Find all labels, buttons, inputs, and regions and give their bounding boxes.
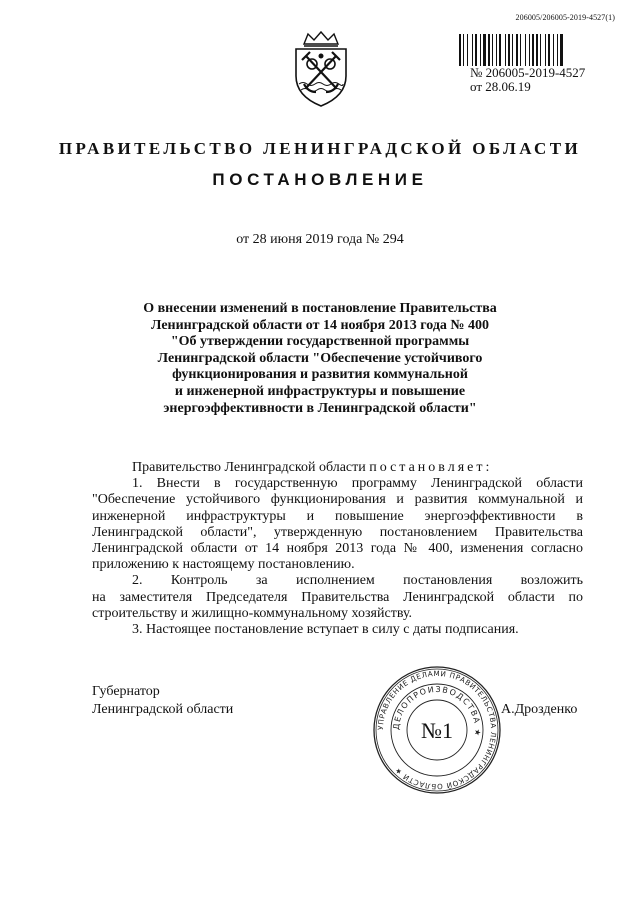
signatory-name: А.Дрозденко — [501, 702, 578, 717]
subject-line: О внесении изменений в постановление Правительства — [143, 301, 497, 316]
barcode-icon — [459, 34, 587, 66]
intro-verb: постановляет: — [369, 460, 493, 475]
signature-position — [92, 683, 233, 719]
item-2-rest: на заместителя Председателя Правительства Ленинградской области по строительству и жилищно-коммунальному хозяйству. — [92, 589, 583, 621]
subject-line: функционирования и развития коммунальной — [172, 367, 468, 383]
item-3: 3. Настоящее постановление вступает в силу с даты подписания. — [132, 622, 519, 638]
intro-lead: Правительство Ленинградской области — [132, 460, 370, 475]
registration-number: № 206005-2019-4527 — [470, 65, 586, 80]
document-type: ПОСТАНОВЛЕНИЕ — [212, 170, 428, 189]
stamp-outer-text: УПРАВЛЕНИЕ ДЕЛАМИ ПРАВИТЕЛЬСТВА ЛЕНИНГРАДСКОЙ ОБЛАСТИ ★ — [375, 668, 499, 792]
item-1: 1. Внести в государственную программу Ленинградской области "Обеспечение устойчивого функционирования и развития коммунальной и инженерной инфраструктуры и повышение энергоэффективности в Ленинградской области", утвержденную постановлением Правительства Ленинградской области от 14 ноября 2013 года № 400, изменения согласно приложению к настоящему постановлению. — [92, 476, 583, 573]
registration-date: от 28.06.19 — [470, 79, 531, 94]
registration-block — [470, 66, 585, 94]
subject-line: "Об утверждении государственной программы — [170, 334, 470, 350]
subject-line: Ленинградской области "Обеспечение устойчивого — [157, 350, 483, 366]
intro-paragraph — [92, 460, 583, 476]
document-subject — [0, 301, 640, 417]
position-line-1: Губернатор — [92, 684, 160, 699]
position-line-2: Ленинградской области — [92, 702, 234, 717]
subject-line: и инженерной инфраструктуры и повышение — [174, 383, 466, 399]
stamp-inner-text: ДЕЛОПРОИЗВОДСТВА ★ — [391, 684, 483, 738]
document-body — [92, 460, 583, 638]
stamp-center-number: №1 — [421, 718, 453, 743]
registration-code: 206005/206005-2019-4527(1) — [515, 13, 615, 22]
coat-of-arms-icon — [288, 30, 354, 108]
subject-line: энергоэффективности в Ленинградской области" — [163, 400, 477, 416]
subject-line: Ленинградской области от 14 ноября 2013 года № 400 — [151, 317, 489, 333]
official-stamp — [371, 664, 503, 796]
government-name: ПРАВИТЕЛЬСТВО ЛЕНИНГРАДСКОЙ ОБЛАСТИ — [58, 139, 582, 158]
document-date-number: от 28 июня 2019 года № 294 — [236, 232, 404, 247]
item-2-first-line: 2. Контроль за исполнением постановления возложить — [132, 573, 583, 589]
